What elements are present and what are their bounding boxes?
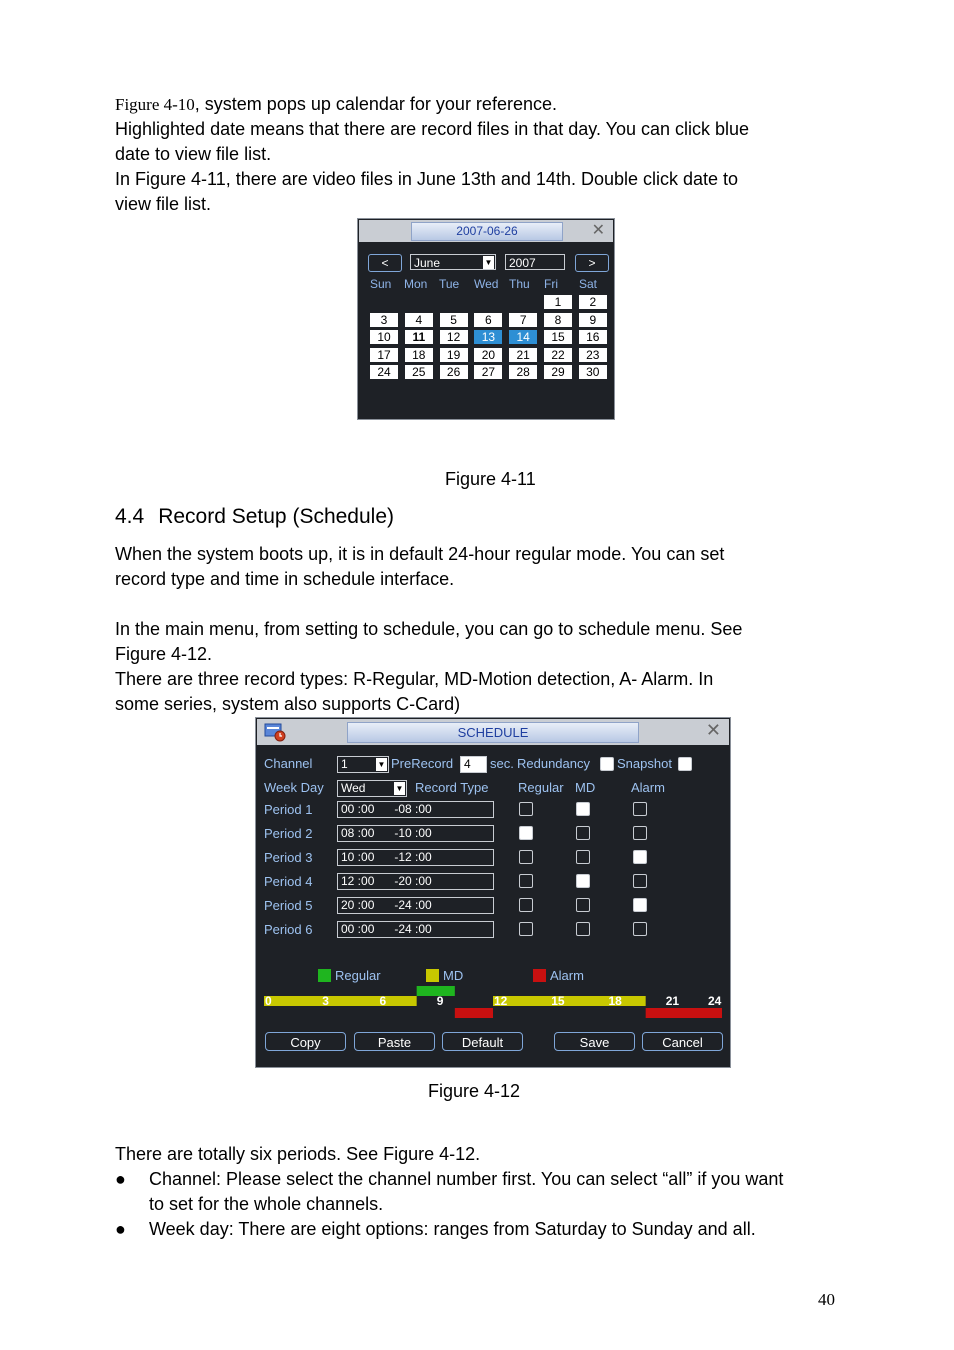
next-month-button[interactable]: > [575, 254, 609, 272]
alarm-checkbox[interactable] [633, 922, 647, 936]
redundancy-checkbox[interactable] [600, 757, 614, 771]
calendar-day[interactable]: 25 [405, 365, 433, 379]
regular-checkbox[interactable] [519, 898, 533, 912]
period-time-input[interactable]: 20 :00 -24 :00 [337, 897, 494, 914]
md-checkbox[interactable] [576, 874, 590, 888]
hour-label: 12 [494, 994, 508, 1008]
alarm-checkbox[interactable] [633, 874, 647, 888]
year-field[interactable]: 2007 [505, 254, 565, 270]
hour-label: 3 [322, 994, 329, 1008]
period-label: Period 5 [264, 898, 313, 913]
section-title: Record Setup (Schedule) [158, 505, 395, 528]
weekday-label: Sat [579, 277, 598, 291]
calendar-day[interactable]: 27 [474, 365, 502, 379]
calendar-day[interactable]: 6 [474, 313, 502, 327]
calendar-day[interactable]: 1 [544, 295, 572, 309]
alarm-segment [646, 1008, 722, 1018]
md-checkbox[interactable] [576, 802, 590, 816]
bullet-text: Week day: There are eight options: ranges from Saturday to Sunday and all. [149, 1219, 756, 1239]
channel-label: Channel [264, 756, 313, 771]
md-checkbox[interactable] [576, 922, 590, 936]
chevron-down-icon: ▼ [484, 258, 493, 267]
legend-swatch [426, 969, 439, 982]
paragraph-line: Highlighted date means that there are record files in that day. You can click blue [115, 119, 750, 139]
period-label: Period 6 [264, 922, 313, 937]
paragraph-line: When the system boots up, it is in default 24-hour regular mode. You can set [115, 544, 725, 564]
calendar-day[interactable]: 20 [474, 348, 502, 362]
calendar-window [357, 218, 615, 420]
hour-label: 18 [608, 994, 622, 1008]
calendar-day[interactable]: 18 [405, 348, 433, 362]
calendar-day[interactable]: 12 [440, 330, 468, 344]
paragraph-line: In Figure 4-11, there are video files in June 13th and 14th. Double click date to [115, 169, 739, 189]
legend-label: Alarm [550, 968, 584, 983]
calendar-day[interactable]: 11 [405, 330, 433, 344]
regular-checkbox[interactable] [519, 826, 533, 840]
alarm-checkbox[interactable] [633, 826, 647, 840]
period-time-input[interactable]: 00 :00 -08 :00 [337, 801, 494, 818]
legend-label: MD [443, 968, 464, 983]
alarm-checkbox[interactable] [633, 802, 647, 816]
md-segment [493, 996, 646, 1006]
bullet-icon: ● [115, 1219, 126, 1239]
md-segment [264, 996, 417, 1006]
paragraph-line: There are totally six periods. See Figure 4-12. [115, 1144, 481, 1164]
calendar-day[interactable]: 30 [579, 365, 607, 379]
prerecord-input[interactable]: 4 [460, 756, 487, 773]
hour-label: 6 [379, 994, 387, 1008]
month-select[interactable] [410, 254, 496, 270]
schedule-titlebar [257, 719, 729, 745]
weekday-label: Fri [544, 277, 558, 291]
md-checkbox[interactable] [576, 826, 590, 840]
schedule-app-icon [263, 722, 287, 742]
snapshot-checkbox[interactable] [678, 757, 692, 771]
paragraph-line: In the main menu, from setting to schedule, you can go to schedule menu. See [115, 619, 743, 639]
calendar-day[interactable]: 3 [370, 313, 398, 327]
page-number: 40 [818, 1290, 835, 1309]
section-heading [115, 505, 394, 529]
calendar-day[interactable]: 9 [579, 313, 607, 327]
paragraph-line: some series, system also supports C-Card) [115, 694, 461, 714]
calendar-day[interactable]: 23 [579, 348, 607, 362]
calendar-day[interactable]: 19 [440, 348, 468, 362]
weekday-select[interactable] [337, 780, 407, 797]
legend-label: Regular [335, 968, 381, 983]
sec-label: sec. [490, 756, 514, 771]
period-label: Period 1 [264, 802, 313, 817]
calendar-day[interactable]: 7 [509, 313, 537, 327]
schedule-window [255, 717, 731, 1068]
calendar-day[interactable]: 21 [509, 348, 537, 362]
weekday-label: Week Day [264, 780, 324, 795]
redundancy-label: Redundancy [517, 756, 590, 771]
alarm-checkbox[interactable] [633, 850, 647, 864]
schedule-title: SCHEDULE [347, 722, 639, 743]
paragraph-line: Figure 4-12. [115, 644, 213, 664]
weekday-label: Tue [439, 277, 460, 291]
paragraph-line: date to view file list. [115, 144, 272, 164]
regular-checkbox[interactable] [519, 922, 533, 936]
legend-swatch [318, 969, 331, 982]
paragraph-line: There are three record types: R-Regular, MD-Motion detection, A- Alarm. In [115, 669, 714, 689]
legend-swatch [533, 969, 546, 982]
calendar-titlebar [359, 220, 613, 242]
chevron-down-icon: ▼ [395, 784, 404, 793]
bullet-text: Channel: Please select the channel number first. You can select “all” if you want [149, 1169, 784, 1189]
calendar-day[interactable]: 29 [544, 365, 572, 379]
paragraph-line: record type and time in schedule interface. [115, 569, 455, 589]
calendar-day[interactable]: 8 [544, 313, 572, 327]
alarm-checkbox[interactable] [633, 898, 647, 912]
period-label: Period 4 [264, 874, 313, 889]
hour-label: 9 [436, 994, 444, 1008]
alarm-column-header: Alarm [631, 780, 665, 795]
figure-caption: Figure 4-12 [428, 1081, 521, 1101]
md-checkbox[interactable] [576, 850, 590, 864]
period-time-input[interactable]: 12 :00 -20 :00 [337, 873, 494, 890]
calendar-title: 2007-06-26 [411, 222, 563, 241]
prev-month-button[interactable]: < [368, 254, 402, 272]
snapshot-label: Snapshot [617, 756, 672, 771]
month-value: June [414, 256, 441, 270]
close-icon[interactable]: ✕ [591, 222, 605, 239]
md-checkbox[interactable] [576, 898, 590, 912]
save-button[interactable]: Save [554, 1032, 635, 1051]
period-label: Period 3 [264, 850, 313, 865]
prerecord-label: PreRecord [391, 756, 454, 771]
alarm-segment [455, 1008, 493, 1018]
weekday-label: Wed [474, 277, 499, 291]
regular-checkbox[interactable] [519, 874, 533, 888]
md-column-header: MD [575, 780, 596, 795]
chevron-down-icon: ▼ [377, 760, 386, 769]
calendar-day[interactable]: 4 [405, 313, 433, 327]
calendar-day[interactable]: 5 [440, 313, 468, 327]
channel-select[interactable] [337, 756, 389, 773]
cancel-button[interactable]: Cancel [642, 1032, 723, 1051]
period-label: Period 2 [264, 826, 313, 841]
calendar-day[interactable]: 2 [579, 295, 607, 309]
paragraph-text: , system pops up calendar for your reference. [194, 94, 557, 114]
hour-label: 24 [708, 994, 722, 1008]
weekday-value: Wed [341, 781, 366, 795]
weekday-label: Thu [509, 277, 530, 291]
regular-checkbox[interactable] [519, 850, 533, 864]
weekday-label: Sun [370, 277, 392, 291]
regular-checkbox[interactable] [519, 802, 533, 816]
hour-label: 15 [551, 994, 565, 1008]
channel-value: 1 [341, 757, 348, 771]
calendar-day[interactable]: 16 [579, 330, 607, 344]
default-button[interactable]: Default [442, 1032, 523, 1051]
figure-ref: Figure 4-10 [115, 95, 195, 114]
calendar-day[interactable]: 10 [370, 330, 398, 344]
schedule-timeline [262, 986, 724, 1022]
period-time-input[interactable]: 00 :00 -24 :00 [337, 921, 494, 938]
hour-label: 21 [665, 994, 680, 1008]
bullet-text: to set for the whole channels. [149, 1194, 384, 1214]
regular-segment [417, 986, 455, 996]
record-type-label: Record Type [415, 780, 489, 795]
weekday-label: Mon [404, 277, 428, 291]
copy-button[interactable]: Copy [265, 1032, 346, 1051]
calendar-day[interactable]: 22 [544, 348, 572, 362]
regular-column-header: Regular [518, 780, 564, 795]
calendar-day[interactable]: 15 [544, 330, 572, 344]
bullet-icon: ● [115, 1169, 126, 1189]
calendar-day[interactable]: 24 [370, 365, 398, 379]
calendar-day[interactable]: 28 [509, 365, 537, 379]
period-time-input[interactable]: 10 :00 -12 :00 [337, 849, 494, 866]
figure-caption: Figure 4-11 [445, 469, 536, 489]
hour-label: 0 [265, 994, 272, 1008]
paste-button[interactable]: Paste [354, 1032, 435, 1051]
close-icon[interactable]: ✕ [705, 720, 721, 740]
calendar-day[interactable]: 13 [474, 330, 502, 344]
calendar-day[interactable]: 14 [509, 330, 537, 344]
period-time-input[interactable]: 08 :00 -10 :00 [337, 825, 494, 842]
calendar-day[interactable]: 17 [370, 348, 398, 362]
calendar-day[interactable]: 26 [440, 365, 468, 379]
section-number: 4.4 [115, 505, 145, 528]
paragraph-intro [115, 92, 557, 117]
paragraph-line: view file list. [115, 194, 212, 214]
